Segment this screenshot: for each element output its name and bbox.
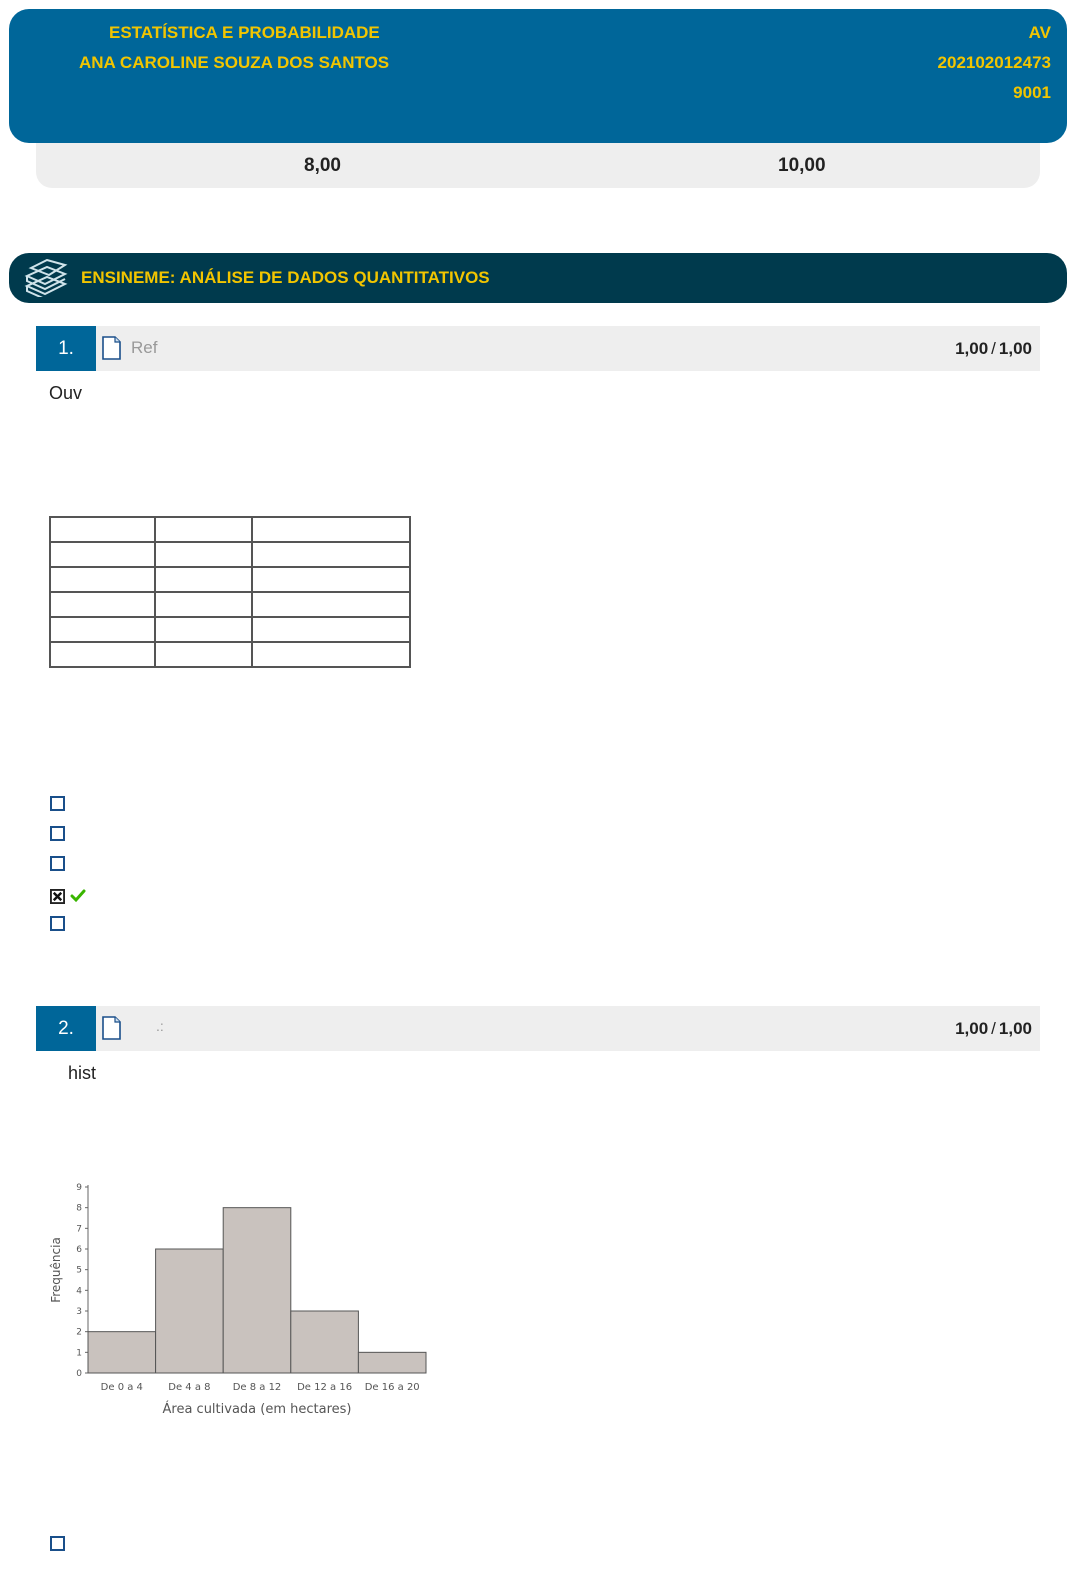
histogram-bar bbox=[223, 1208, 291, 1373]
section-title: ENSINEME: ANÁLISE DE DADOS QUANTITATIVOS bbox=[81, 268, 490, 287]
histogram-bar bbox=[156, 1249, 224, 1373]
correct-check-icon bbox=[70, 889, 86, 903]
option-checkbox-e[interactable] bbox=[50, 916, 65, 931]
y-tick-label: 6 bbox=[76, 1245, 82, 1255]
question-number: 1. bbox=[36, 326, 96, 371]
y-tick-label: 3 bbox=[76, 1307, 82, 1317]
y-tick-label: 5 bbox=[76, 1265, 82, 1276]
question-score: 1,00 / 1,00 bbox=[955, 1019, 1032, 1038]
option-checkbox-d[interactable] bbox=[50, 889, 65, 904]
y-tick-label: 8 bbox=[76, 1203, 82, 1214]
question-number: 2. bbox=[36, 1006, 96, 1051]
question-2-bar bbox=[36, 1006, 1040, 1051]
option-checkbox-c[interactable] bbox=[50, 856, 65, 871]
question-score: 1,00 / 1,00 bbox=[955, 339, 1032, 358]
exam-type: AV bbox=[1028, 23, 1051, 42]
student-name: ANA CAROLINE SOUZA DOS SANTOS bbox=[79, 53, 390, 72]
books-icon bbox=[23, 259, 69, 297]
x-tick-label: De 16 a 20 bbox=[364, 1382, 420, 1393]
question-ref: Ref bbox=[131, 338, 158, 357]
course-name: ESTATÍSTICA E PROBABILIDADE bbox=[109, 23, 380, 42]
registration-number: 202102012473 bbox=[937, 53, 1051, 72]
grades-bar bbox=[36, 143, 1040, 188]
y-tick-label: 2 bbox=[76, 1327, 82, 1338]
question-ref: .: bbox=[156, 1018, 164, 1034]
table-row bbox=[50, 617, 410, 642]
y-axis-label: Frequência bbox=[49, 1237, 63, 1303]
table-row bbox=[50, 592, 410, 617]
histogram-bar bbox=[358, 1352, 426, 1373]
histogram-bar bbox=[291, 1311, 359, 1373]
score-value: 8,00 bbox=[304, 155, 341, 176]
y-tick-label: 0 bbox=[76, 1369, 82, 1379]
table-row bbox=[50, 542, 410, 567]
x-tick-label: De 4 a 8 bbox=[168, 1382, 211, 1393]
document-icon[interactable] bbox=[102, 1016, 121, 1040]
class-code: 9001 bbox=[1013, 83, 1051, 102]
data-table bbox=[49, 516, 411, 668]
histogram-bar bbox=[88, 1332, 156, 1373]
option-checkbox-a[interactable] bbox=[50, 1536, 65, 1551]
histogram-chart bbox=[45, 1178, 431, 1420]
x-tick-label: De 0 a 4 bbox=[100, 1382, 143, 1393]
x-tick-label: De 12 a 16 bbox=[297, 1382, 353, 1393]
document-icon[interactable] bbox=[102, 336, 121, 360]
table-row bbox=[50, 642, 410, 667]
question-text: Ouv bbox=[49, 383, 83, 403]
table-row bbox=[50, 567, 410, 592]
option-checkbox-b[interactable] bbox=[50, 826, 65, 841]
y-tick-label: 7 bbox=[76, 1224, 82, 1235]
section-header bbox=[9, 253, 1067, 303]
question-text: hist bbox=[68, 1063, 97, 1083]
x-axis-label: Área cultivada (em hectares) bbox=[162, 1402, 352, 1417]
option-checkbox-a[interactable] bbox=[50, 796, 65, 811]
x-tick-label: De 8 a 12 bbox=[232, 1382, 282, 1393]
y-tick-label: 4 bbox=[76, 1286, 82, 1297]
question-1-bar bbox=[36, 326, 1040, 371]
y-tick-label: 1 bbox=[76, 1348, 82, 1359]
table-row bbox=[50, 517, 410, 542]
exam-header bbox=[9, 9, 1067, 143]
y-tick-label: 9 bbox=[76, 1183, 82, 1193]
max-score-value: 10,00 bbox=[778, 155, 826, 176]
